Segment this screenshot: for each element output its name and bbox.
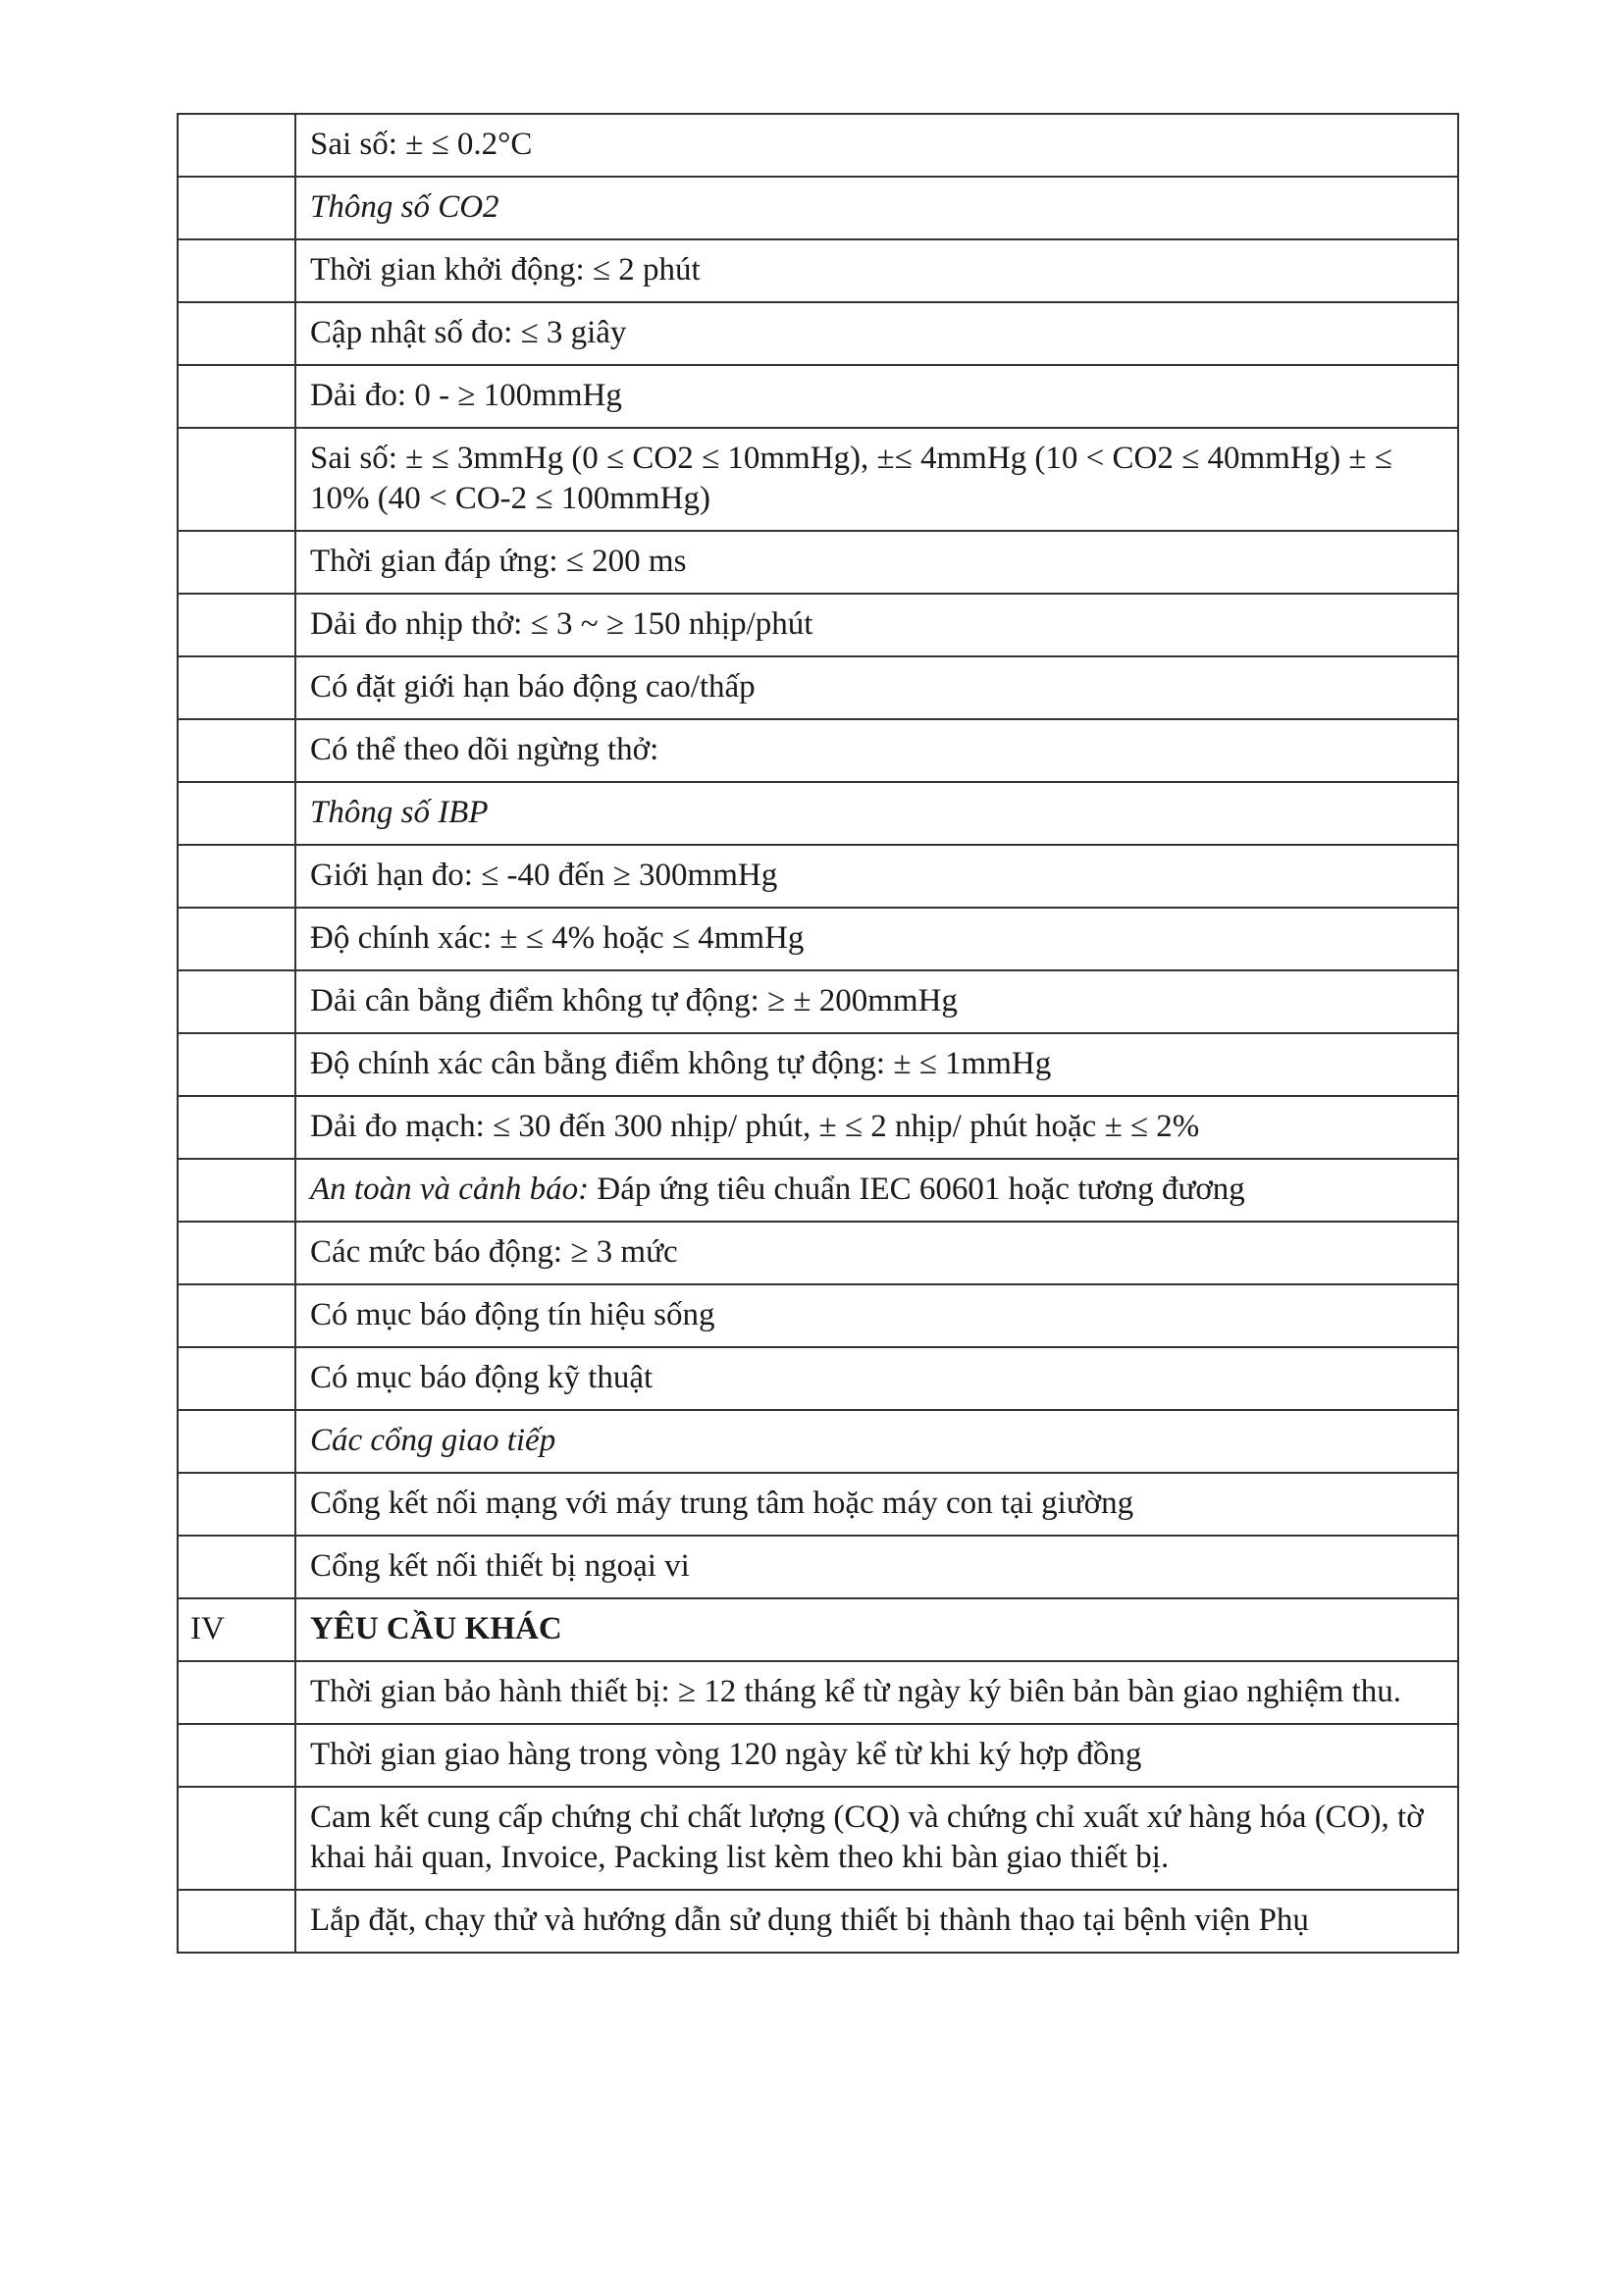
table-row	[178, 1598, 1458, 1661]
table-row	[178, 1890, 1458, 1953]
table-row	[178, 1096, 1458, 1159]
row-number-cell	[178, 908, 295, 970]
table-row	[178, 1222, 1458, 1284]
table-row	[178, 719, 1458, 782]
row-number-cell	[178, 1473, 295, 1536]
requirement-cell: Thời gian đáp ứng: ≤ 200 ms	[295, 531, 1458, 594]
row-number-cell	[178, 782, 295, 845]
requirement-cell: Các mức báo động: ≥ 3 mức	[295, 1222, 1458, 1284]
requirement-cell: Các cổng giao tiếp	[295, 1410, 1458, 1473]
requirement-cell: Dải đo: 0 - ≥ 100mmHg	[295, 365, 1458, 428]
table-row	[178, 656, 1458, 719]
requirement-cell: Có thể theo dõi ngừng thở:	[295, 719, 1458, 782]
requirement-cell: Lắp đặt, chạy thử và hướng dẫn sử dụng thiết bị thành thạo tại bệnh viện Phụ	[295, 1890, 1458, 1953]
table-row	[178, 365, 1458, 428]
row-number-cell	[178, 1159, 295, 1222]
table-row	[178, 1724, 1458, 1787]
requirement-prefix: An toàn và cảnh báo:	[310, 1172, 590, 1207]
table-row	[178, 1661, 1458, 1724]
requirement-cell	[295, 1159, 1458, 1222]
requirement-cell: Có đặt giới hạn báo động cao/thấp	[295, 656, 1458, 719]
row-number-cell	[178, 970, 295, 1033]
table-row	[178, 1159, 1458, 1222]
requirement-cell: Thời gian khởi động: ≤ 2 phút	[295, 239, 1458, 302]
requirement-cell: Có mục báo động kỹ thuật	[295, 1347, 1458, 1410]
requirement-cell: Thời gian giao hàng trong vòng 120 ngày kể từ khi ký hợp đồng	[295, 1724, 1458, 1787]
requirement-cell: Cam kết cung cấp chứng chỉ chất lượng (CQ) và chứng chỉ xuất xứ hàng hóa (CO), tờ khai hải quan, Invoice, Packing list kèm theo khi bàn giao thiết bị.	[295, 1787, 1458, 1890]
requirement-cell: Sai số: ± ≤ 0.2°C	[295, 114, 1458, 177]
requirement-cell: Thông số CO2	[295, 177, 1458, 239]
table-row	[178, 782, 1458, 845]
requirement-cell: Cập nhật số đo: ≤ 3 giây	[295, 302, 1458, 365]
row-number-cell	[178, 656, 295, 719]
table-row	[178, 302, 1458, 365]
table-row	[178, 1347, 1458, 1410]
table-row	[178, 428, 1458, 531]
requirement-cell: Dải cân bằng điểm không tự động: ≥ ± 200mmHg	[295, 970, 1458, 1033]
row-number-cell	[178, 594, 295, 656]
requirement-text: Đáp ứng tiêu chuẩn IEC 60601 hoặc tương đương	[597, 1172, 1245, 1207]
requirement-cell: Cổng kết nối mạng với máy trung tâm hoặc máy con tại giường	[295, 1473, 1458, 1536]
row-number-cell	[178, 1410, 295, 1473]
row-number-cell	[178, 1661, 295, 1724]
specification-table	[177, 113, 1459, 1954]
requirement-cell: Độ chính xác: ± ≤ 4% hoặc ≤ 4mmHg	[295, 908, 1458, 970]
table-row	[178, 1033, 1458, 1096]
table-row	[178, 1284, 1458, 1347]
row-number-cell	[178, 428, 295, 531]
row-number-cell	[178, 845, 295, 908]
table-row	[178, 114, 1458, 177]
row-number-cell	[178, 239, 295, 302]
row-number-cell	[178, 1536, 295, 1598]
row-number-cell	[178, 1096, 295, 1159]
requirement-cell: Thời gian bảo hành thiết bị: ≥ 12 tháng kể từ ngày ký biên bản bàn giao nghiệm thu.	[295, 1661, 1458, 1724]
row-number-cell	[178, 177, 295, 239]
row-number-cell	[178, 531, 295, 594]
requirement-cell: Thông số IBP	[295, 782, 1458, 845]
table-row	[178, 970, 1458, 1033]
row-number-cell	[178, 302, 295, 365]
row-number-cell: IV	[178, 1598, 295, 1661]
requirement-cell: Cổng kết nối thiết bị ngoại vi	[295, 1536, 1458, 1598]
table-row	[178, 845, 1458, 908]
table-row	[178, 239, 1458, 302]
requirement-cell: Dải đo nhịp thở: ≤ 3 ~ ≥ 150 nhịp/phút	[295, 594, 1458, 656]
row-number-cell	[178, 719, 295, 782]
table-row	[178, 1473, 1458, 1536]
requirement-cell: Sai số: ± ≤ 3mmHg (0 ≤ CO2 ≤ 10mmHg), ±≤ 4mmHg (10 < CO2 ≤ 40mmHg) ± ≤ 10% (40 < CO-2 ≤ 100mmHg)	[295, 428, 1458, 531]
row-number-cell	[178, 114, 295, 177]
requirement-cell: Dải đo mạch: ≤ 30 đến 300 nhịp/ phút, ± ≤ 2 nhịp/ phút hoặc ± ≤ 2%	[295, 1096, 1458, 1159]
requirement-cell: Có mục báo động tín hiệu sống	[295, 1284, 1458, 1347]
table-row	[178, 594, 1458, 656]
row-number-cell	[178, 1347, 295, 1410]
row-number-cell	[178, 365, 295, 428]
table-row	[178, 531, 1458, 594]
requirement-cell: YÊU CẦU KHÁC	[295, 1598, 1458, 1661]
row-number-cell	[178, 1222, 295, 1284]
row-number-cell	[178, 1724, 295, 1787]
table-row	[178, 908, 1458, 970]
table-row	[178, 177, 1458, 239]
row-number-cell	[178, 1890, 295, 1953]
row-number-cell	[178, 1033, 295, 1096]
table-row	[178, 1410, 1458, 1473]
table-row	[178, 1787, 1458, 1890]
requirement-cell: Giới hạn đo: ≤ -40 đến ≥ 300mmHg	[295, 845, 1458, 908]
row-number-cell	[178, 1787, 295, 1890]
requirement-cell: Độ chính xác cân bằng điểm không tự động: ± ≤ 1mmHg	[295, 1033, 1458, 1096]
table-row	[178, 1536, 1458, 1598]
specification-table-body	[178, 114, 1458, 1953]
row-number-cell	[178, 1284, 295, 1347]
